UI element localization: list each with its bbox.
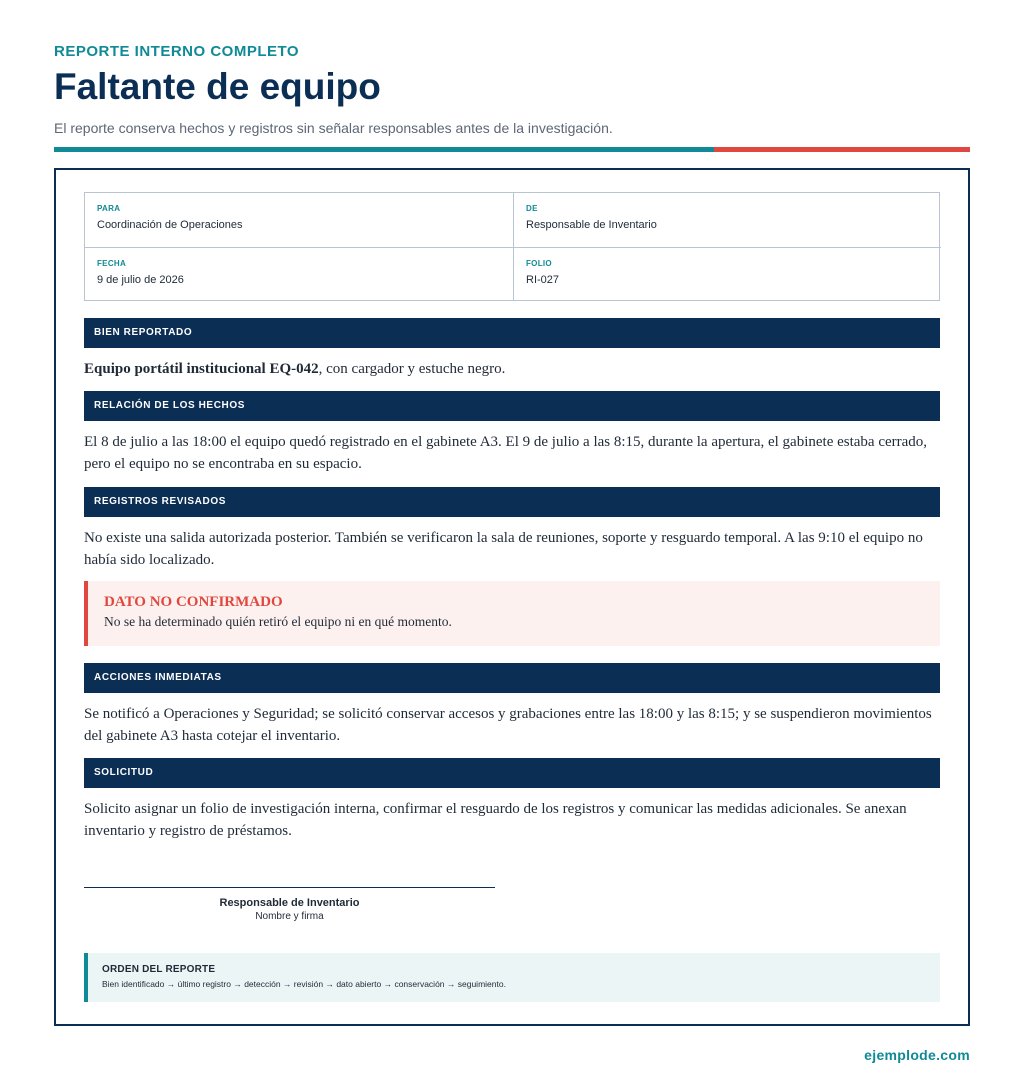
- signature-caption: Nombre y firma: [255, 911, 324, 922]
- page-title: Faltante de equipo: [54, 66, 381, 107]
- meta-folio-label: FOLIO: [526, 259, 552, 268]
- meta-para-value: Coordinación de Operaciones: [97, 219, 243, 231]
- signature-line: [84, 887, 495, 888]
- section-heading-acciones: ACCIONES INMEDIATAS: [84, 663, 940, 693]
- meta-folio-value: RI-027: [526, 274, 560, 286]
- signature-name: Responsable de Inventario: [219, 897, 360, 909]
- memo-meta-table: [84, 192, 940, 301]
- alert-text: No se ha determinado quién retiró el equipo ni en qué momento.: [104, 614, 452, 629]
- header-divider: [54, 147, 970, 152]
- section-heading-registros: REGISTROS REVISADOS: [84, 487, 940, 517]
- section-heading-hechos: RELACIÓN DE LOS HECHOS: [84, 391, 940, 421]
- meta-de-label: DE: [526, 204, 538, 213]
- report-order-box: [84, 953, 940, 1002]
- meta-fecha-label: FECHA: [97, 259, 127, 268]
- unconfirmed-alert: [84, 581, 940, 646]
- meta-de: [513, 193, 941, 247]
- meta-fecha: [85, 247, 513, 300]
- meta-folio: [513, 247, 941, 300]
- registros-paragraph: No existe una salida autorizada posterior. También se verificaron la sala de reuniones, soporte y resguardo temporal. A las 9:10 el equipo no había sido localizado.: [84, 530, 923, 568]
- meta-fecha-value: 9 de julio de 2026: [97, 274, 184, 286]
- report-header: [54, 44, 970, 137]
- hechos-paragraph: El 8 de julio a las 18:00 el equipo quedó registrado en el gabinete A3. El 9 de julio a las 8:15, durante la apertura, el gabinete estaba cerrado, pero el equipo no se encontraba en su espacio.: [84, 434, 928, 472]
- bien-item-detail: , con cargador y estuche negro.: [318, 361, 506, 377]
- order-title: ORDEN DEL REPORTE: [102, 964, 216, 975]
- order-text: Bien identificado → último registro → detección → revisión → dato abierto → conservación → seguimiento.: [102, 979, 506, 989]
- report-card: [54, 168, 970, 1026]
- solicitud-paragraph: Solicito asignar un folio de investigación interna, confirmar el resguardo de los registros y comunicar las medidas adicionales. Se anexan inventario y registro de préstamos.: [84, 801, 907, 839]
- acciones-paragraph: Se notificó a Operaciones y Seguridad; se solicitó conservar accesos y grabaciones entre las 18:00 y las 8:15; y se suspendieron movimientos del gabinete A3 hasta cotejar el inventario.: [84, 706, 932, 744]
- divider-teal-segment: [54, 147, 714, 152]
- section-heading-solicitud: SOLICITUD: [84, 758, 940, 788]
- meta-para: [85, 193, 513, 247]
- bien-paragraph: [84, 358, 940, 380]
- report-kicker: REPORTE INTERNO COMPLETO: [54, 43, 300, 60]
- page-subtitle: El reporte conserva hechos y registros sin señalar responsables antes de la investigación.: [54, 120, 613, 136]
- divider-red-segment: [714, 147, 970, 152]
- brand-footer: ejemplode.com: [864, 1047, 970, 1063]
- meta-de-value: Responsable de Inventario: [526, 219, 657, 231]
- meta-para-label: PARA: [97, 204, 121, 213]
- alert-title: DATO NO CONFIRMADO: [104, 594, 283, 610]
- section-heading-bien: BIEN REPORTADO: [84, 318, 940, 348]
- bien-item-name: Equipo portátil institucional EQ-042: [84, 361, 319, 377]
